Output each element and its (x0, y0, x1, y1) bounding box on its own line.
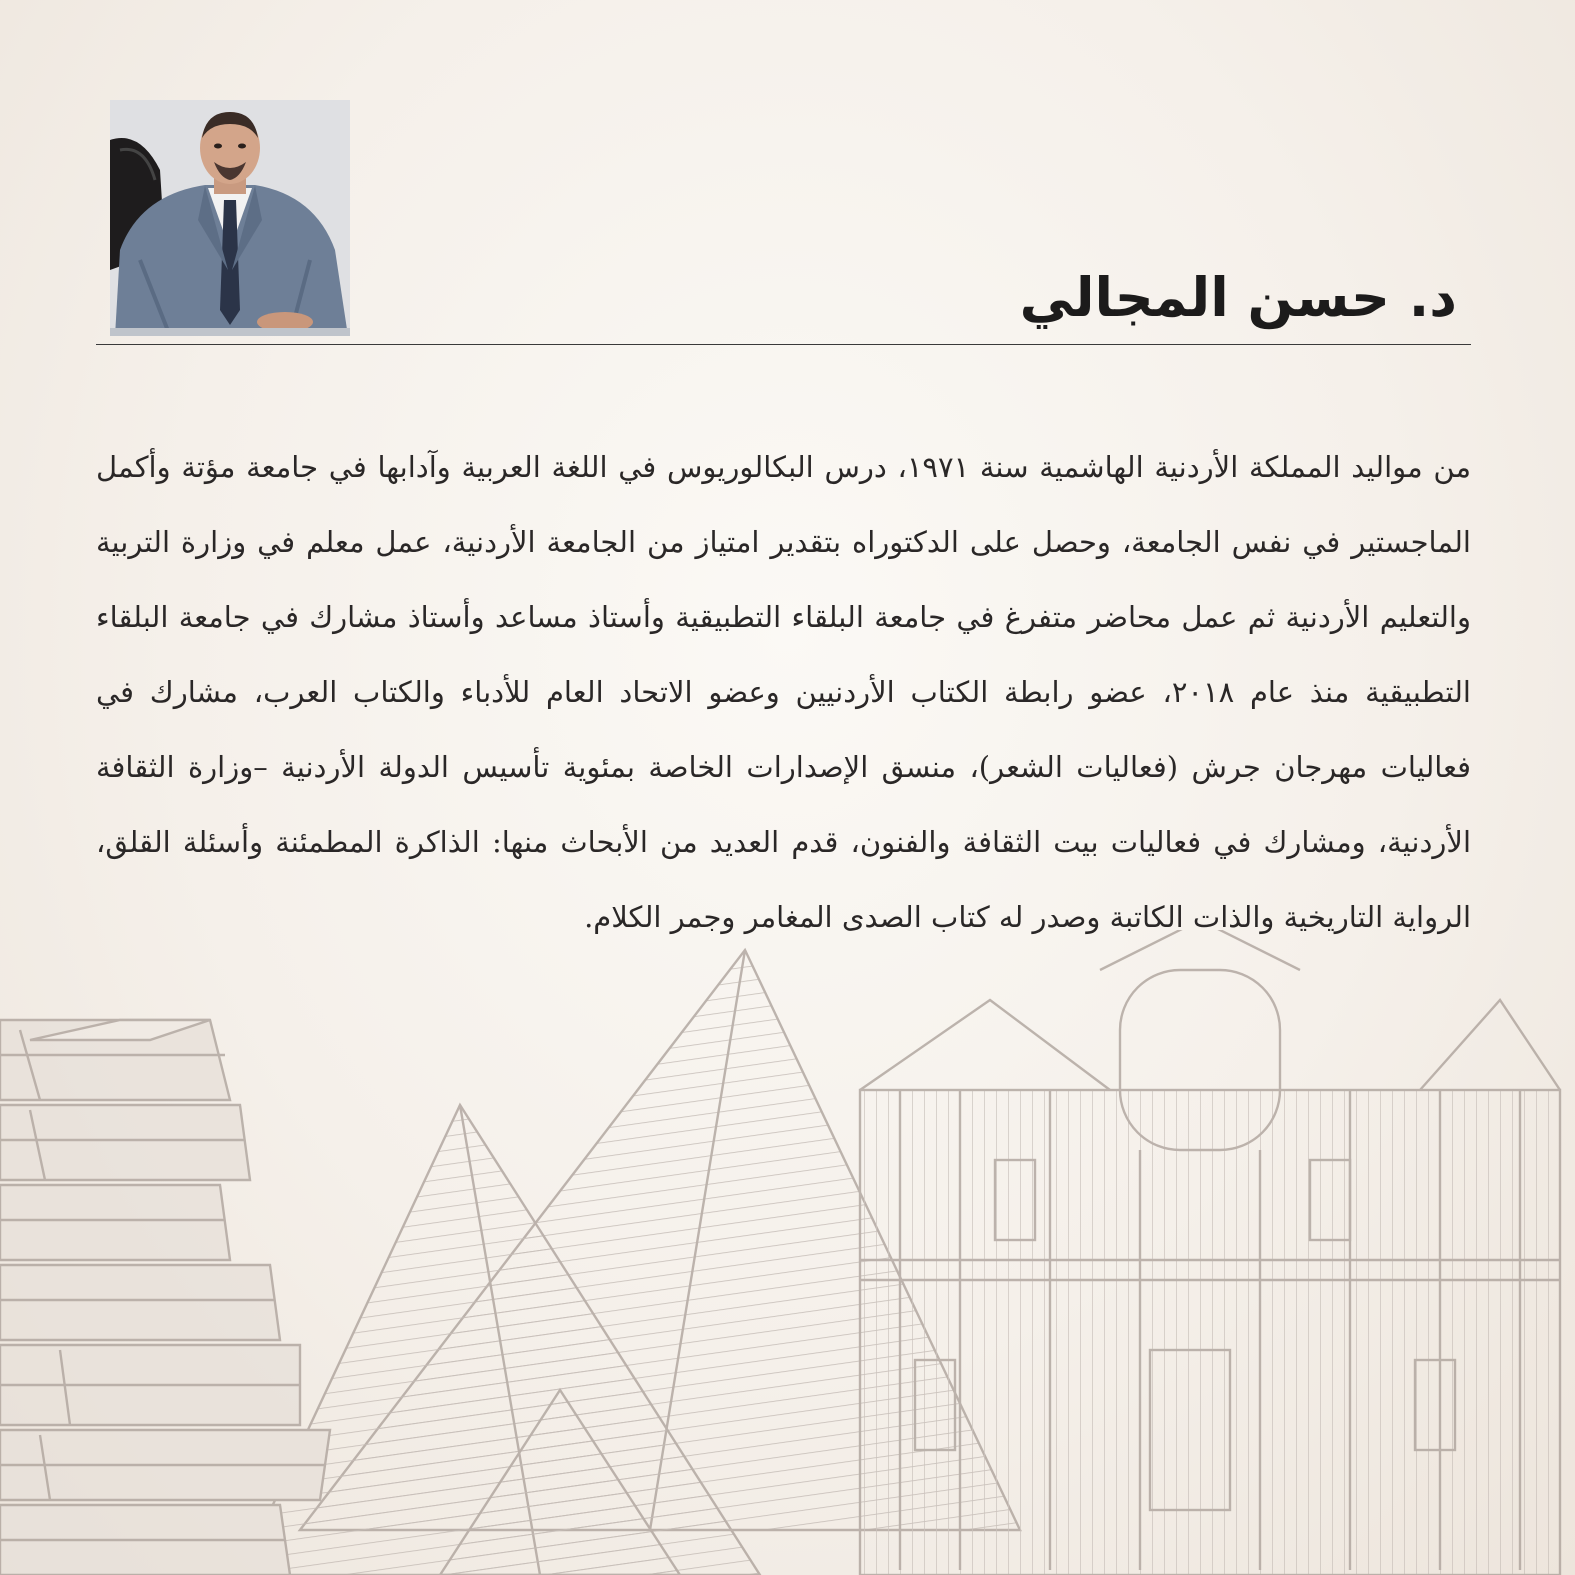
portrait-icon (110, 100, 350, 336)
author-name: د. حسن المجالي (1019, 266, 1457, 329)
author-bio: من مواليد المملكة الأردنية الهاشمية سنة ١٩٧١، درس البكالوريوس في اللغة العربية وآدابها في جامعة مؤتة وأكمل الماجستير في نفس الجامعة، وحصل على الدكتوراه بتقدير امتياز من الجامعة الأردنية، عمل معلم في وزارة التربية والتعليم الأردنية ثم عمل محاضر متفرغ في جامعة البلقاء التطبيقية وأستاذ مساعد وأستاذ مشارك في جامعة البلقاء التطبيقية منذ عام ٢٠١٨، عضو رابطة الكتاب الأردنيين وعضو الاتحاد العام للأدباء والكتاب العرب، مشارك في فعاليات مهرجان جرش (فعاليات الشعر)، منسق الإصدارات الخاصة بمئوية تأسيس الدولة الأردنية –وزارة الثقافة الأردنية، ومشارك في فعاليات بيت الثقافة والفنون، قدم العديد من الأبحاث منها: الذاكرة المطمئنة وأسئلة القلق، الرواية التاريخية والذات الكاتبة وصدر له كتاب الصدى المغامر وجمر الكلام. (96, 450, 1471, 934)
header-divider (96, 344, 1471, 345)
author-photo (110, 100, 350, 336)
landmarks-sketch-icon (0, 930, 1575, 1575)
background-sketch (0, 930, 1575, 1575)
